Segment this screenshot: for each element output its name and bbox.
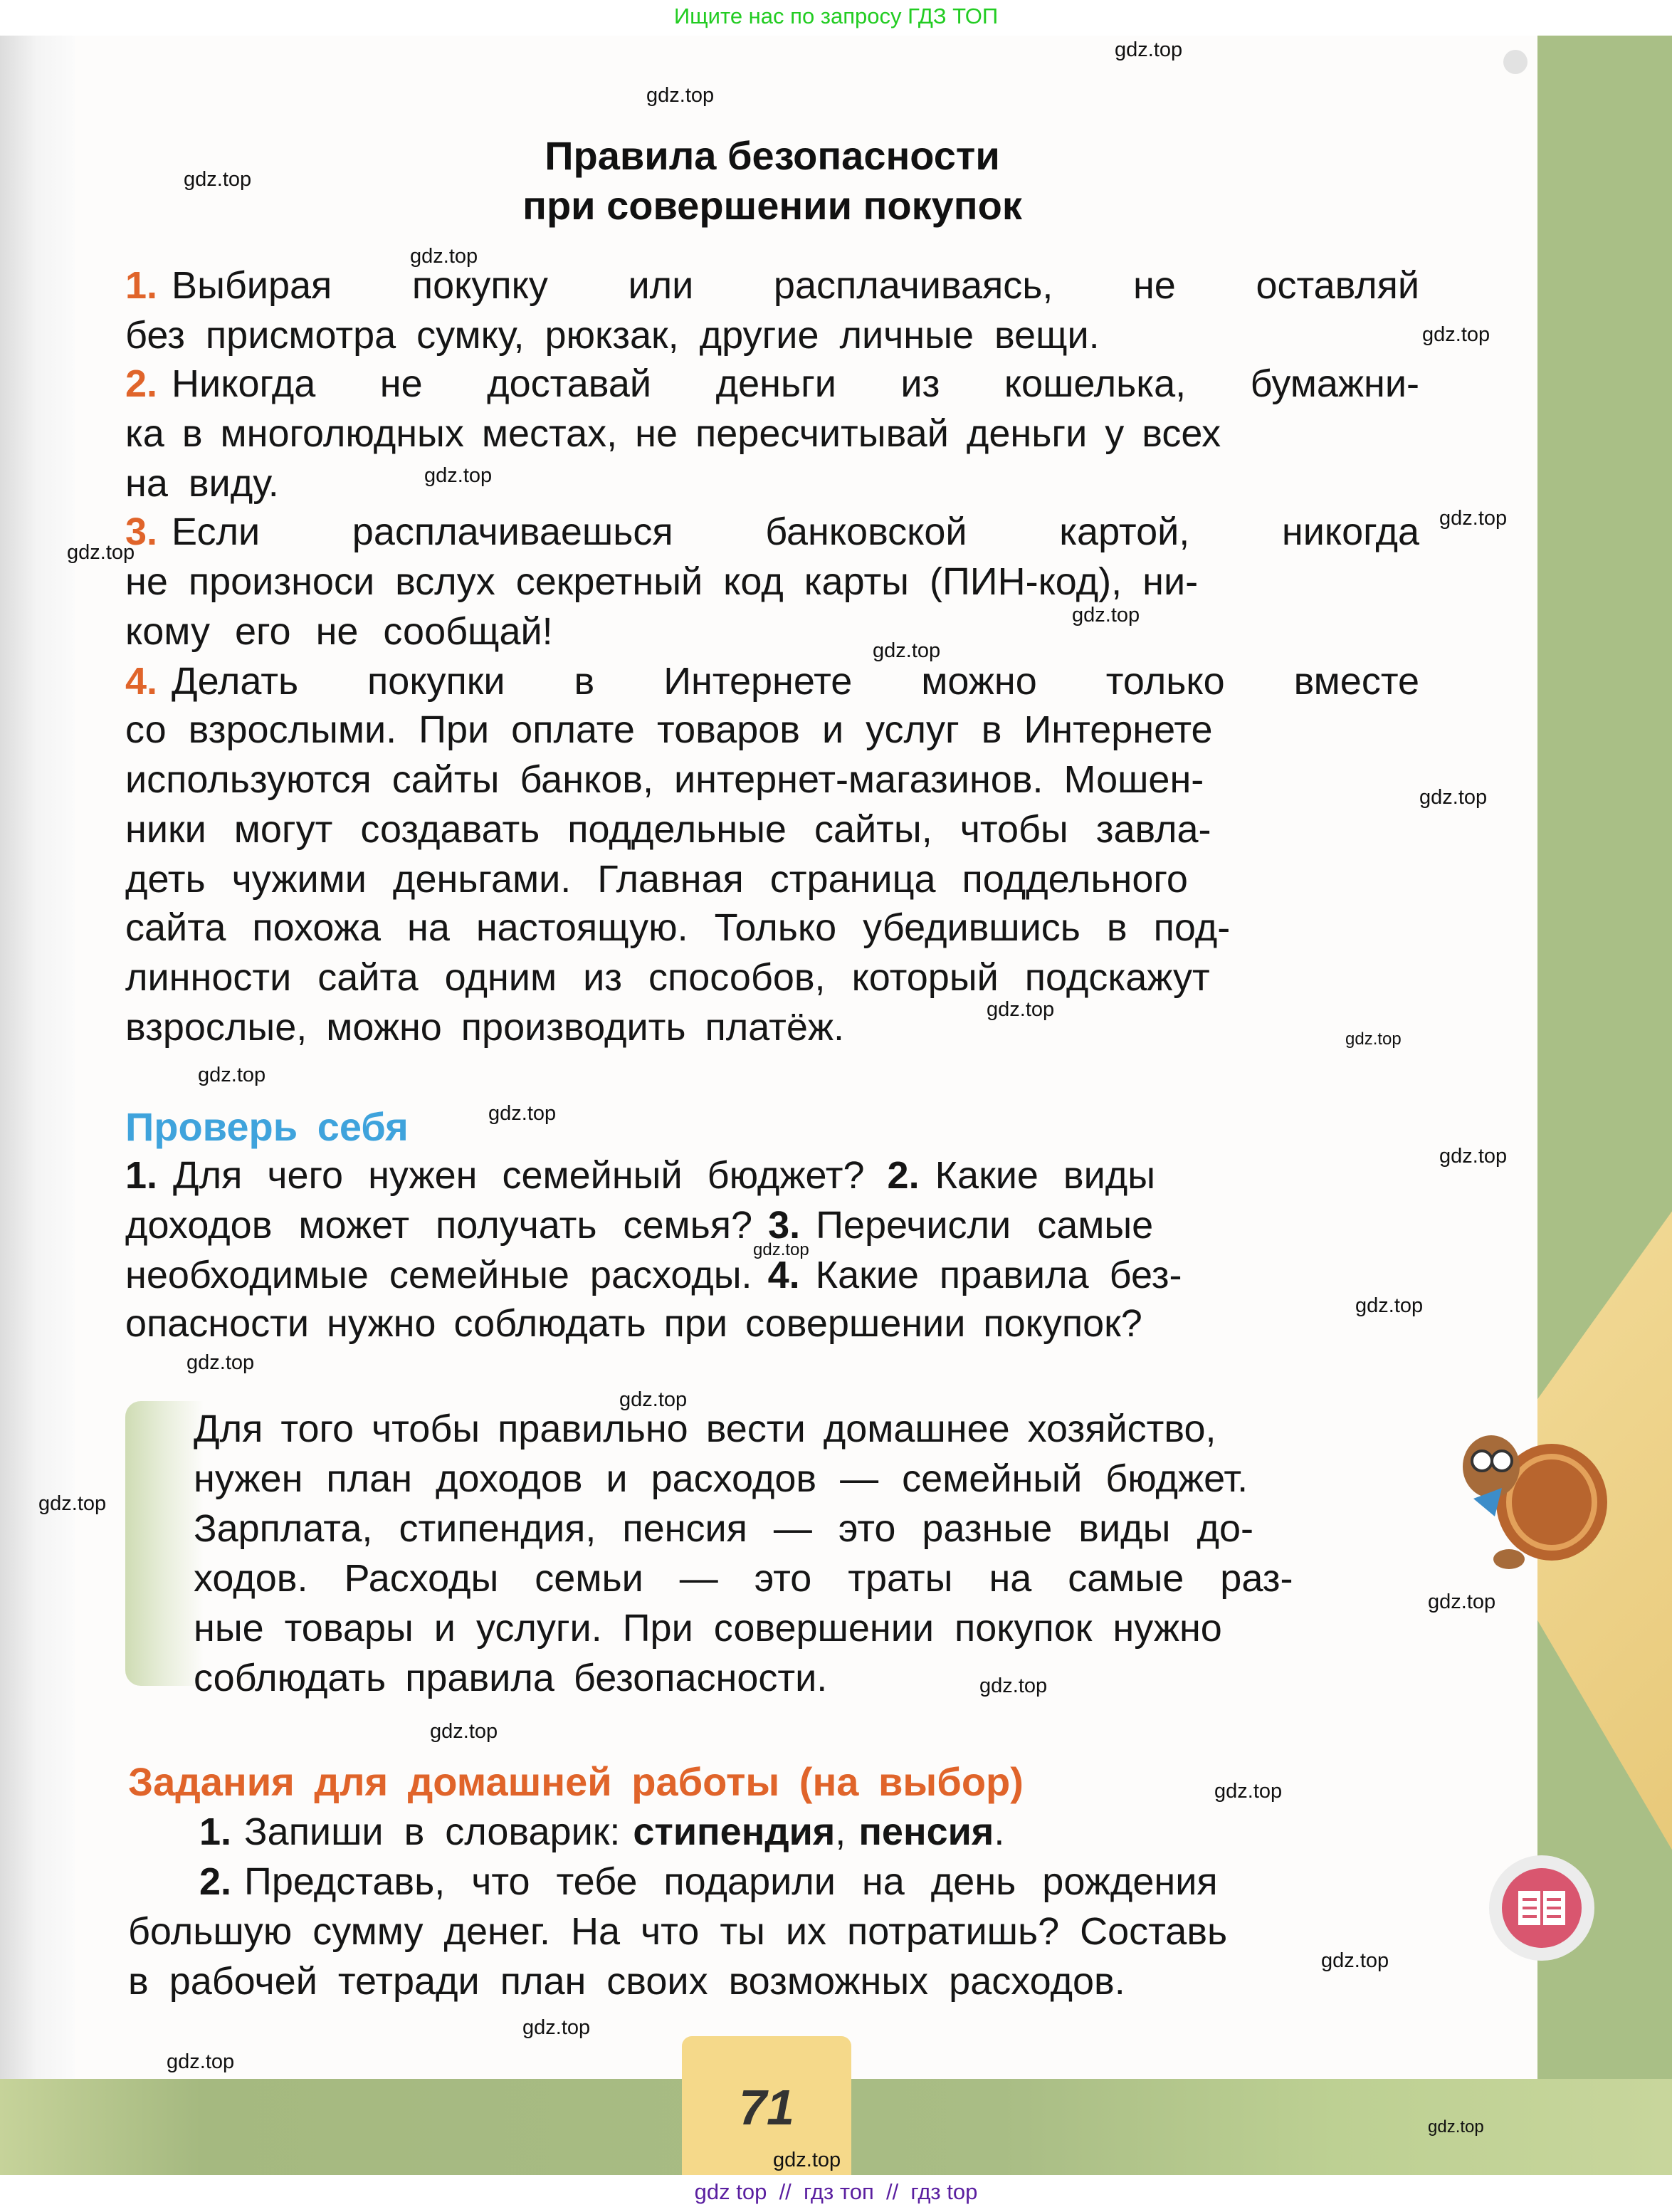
question-line: доходов может получать семья? 3. Перечисли самые [125, 1204, 1154, 1247]
watermark: gdz.top [1428, 1590, 1496, 1613]
question-line: опасности нужно соблюдать при совершении покупок? [125, 1302, 1142, 1345]
watermark: gdz.top [753, 1240, 809, 1259]
watermark: gdz.top [167, 2050, 235, 2073]
rule-4-line: линности сайта одним из способов, который подскажут [125, 956, 1210, 999]
rule-2-line: ка в многолюдных местах, не пересчитывай деньги у всех [125, 412, 1221, 455]
search-banner: Ищите нас по запросу ГДЗ ТОП [0, 0, 1672, 36]
watermark: gdz.top [424, 464, 493, 487]
page-title-line-2: при совершении покупок [522, 183, 1022, 228]
rule-1-line: 1. Выбирая покупку или расплачиваясь, не оставляй [125, 264, 1419, 307]
watermark: gdz.top [1439, 507, 1508, 530]
watermark: gdz.top [1214, 1780, 1283, 1803]
page-number: 71 [739, 2080, 794, 2135]
watermark: gdz.top [430, 1720, 498, 1743]
rule-4-line: взрослые, можно производить платёж. [125, 1006, 844, 1049]
homework-task-2: 2. Представь, что тебе подарили на день рождения [199, 1860, 1218, 1903]
homework-task-2-line: большую сумму денег. На что ты их потратишь? Составь [128, 1910, 1228, 1953]
question-line: 1. Для чего нужен семейный бюджет? 2. Какие виды [125, 1154, 1156, 1197]
summary-line: Зарплата, стипендия, пенсия — это разные виды до- [194, 1507, 1253, 1550]
summary-line: соблюдать правила безопасности. [194, 1657, 828, 1699]
watermark: gdz.top [1355, 1294, 1424, 1317]
watermark: gdz.top [873, 639, 941, 662]
watermark: gdz.top [1419, 786, 1488, 809]
rule-4-line: 4. Делать покупки в Интернете можно только вместе [125, 660, 1419, 703]
book-spine [0, 36, 75, 2079]
rule-4-line: используются сайты банков, интернет-магазинов. Мошен- [125, 758, 1204, 801]
watermark: gdz.top [67, 541, 135, 564]
summary-line: ные товары и услуги. При совершении покупок нужно [194, 1607, 1222, 1650]
watermark: gdz.top [1321, 1949, 1389, 1972]
watermark: gdz.top [1439, 1145, 1508, 1168]
footer-banner [0, 2175, 1672, 2212]
rule-4-line: со взрослыми. При оплате товаров и услуг в Интернете [125, 708, 1213, 751]
page-title-line-1: Правила безопасности [545, 133, 1000, 178]
watermark: gdz.top [38, 1492, 107, 1515]
rule-3-line: 3. Если расплачиваешься банковской картой, никогда [125, 510, 1419, 553]
rule-3-line: кому его не сообщай! [125, 610, 553, 653]
watermark: gdz.top [619, 1388, 688, 1411]
decorative-dot [1503, 50, 1528, 74]
watermark: gdz.top [1072, 604, 1140, 627]
rule-4-line: ники могут создавать поддельные сайты, чтобы завла- [125, 808, 1211, 851]
watermark: gdz.top [773, 2149, 841, 2171]
rule-1-line: без присмотра сумку, рюкзак, другие личные вещи. [125, 314, 1100, 357]
watermark: gdz.top [1428, 2117, 1484, 2137]
watermark: gdz.top [488, 1102, 557, 1125]
watermark: gdz.top [184, 168, 252, 191]
watermark: gdz.top [979, 1674, 1048, 1697]
footer-text: gdz top // гдз топ // гдз top [694, 2179, 978, 2204]
rule-2-line: на виду. [125, 462, 279, 505]
check-yourself-heading: Проверь себя [125, 1104, 409, 1149]
question-line: необходимые семейные расходы. 4. Какие правила без- [125, 1254, 1182, 1296]
turtle-mascot-icon [1452, 1410, 1616, 1581]
summary-line: нужен план доходов и расходов — семейный бюджет. [194, 1457, 1248, 1500]
homework-task-1: 1. Запиши в словарик: стипендия , пенсия . [199, 1810, 1005, 1853]
homework-task-2-line: в рабочей тетради план своих возможных расходов. [128, 1960, 1125, 2003]
book-icon[interactable] [1489, 1855, 1594, 1961]
watermark: gdz.top [1422, 323, 1490, 346]
watermark: gdz.top [522, 2016, 591, 2039]
watermark: gdz.top [410, 245, 478, 268]
rule-4-line: деть чужими деньгами. Главная страница поддельного [125, 858, 1188, 901]
summary-line: Для того чтобы правильно вести домашнее хозяйство, [194, 1408, 1216, 1450]
rule-3-line: не произноси вслух секретный код карты (ПИН-код), ни- [125, 560, 1199, 603]
watermark: gdz.top [186, 1351, 255, 1374]
watermark: gdz.top [646, 84, 715, 107]
watermark: gdz.top [198, 1064, 266, 1086]
rule-4-line: сайта похожа на настоящую. Только убедившись в под- [125, 906, 1231, 949]
summary-line: ходов. Расходы семьи — это траты на самые раз- [194, 1557, 1293, 1600]
homework-heading: Задания для домашней работы (на выбор) [128, 1759, 1024, 1804]
watermark: gdz.top [1345, 1029, 1402, 1049]
watermark: gdz.top [987, 998, 1055, 1021]
watermark: gdz.top [1115, 38, 1183, 61]
rule-2-line: 2. Никогда не доставай деньги из кошелька, бумажни- [125, 362, 1419, 405]
